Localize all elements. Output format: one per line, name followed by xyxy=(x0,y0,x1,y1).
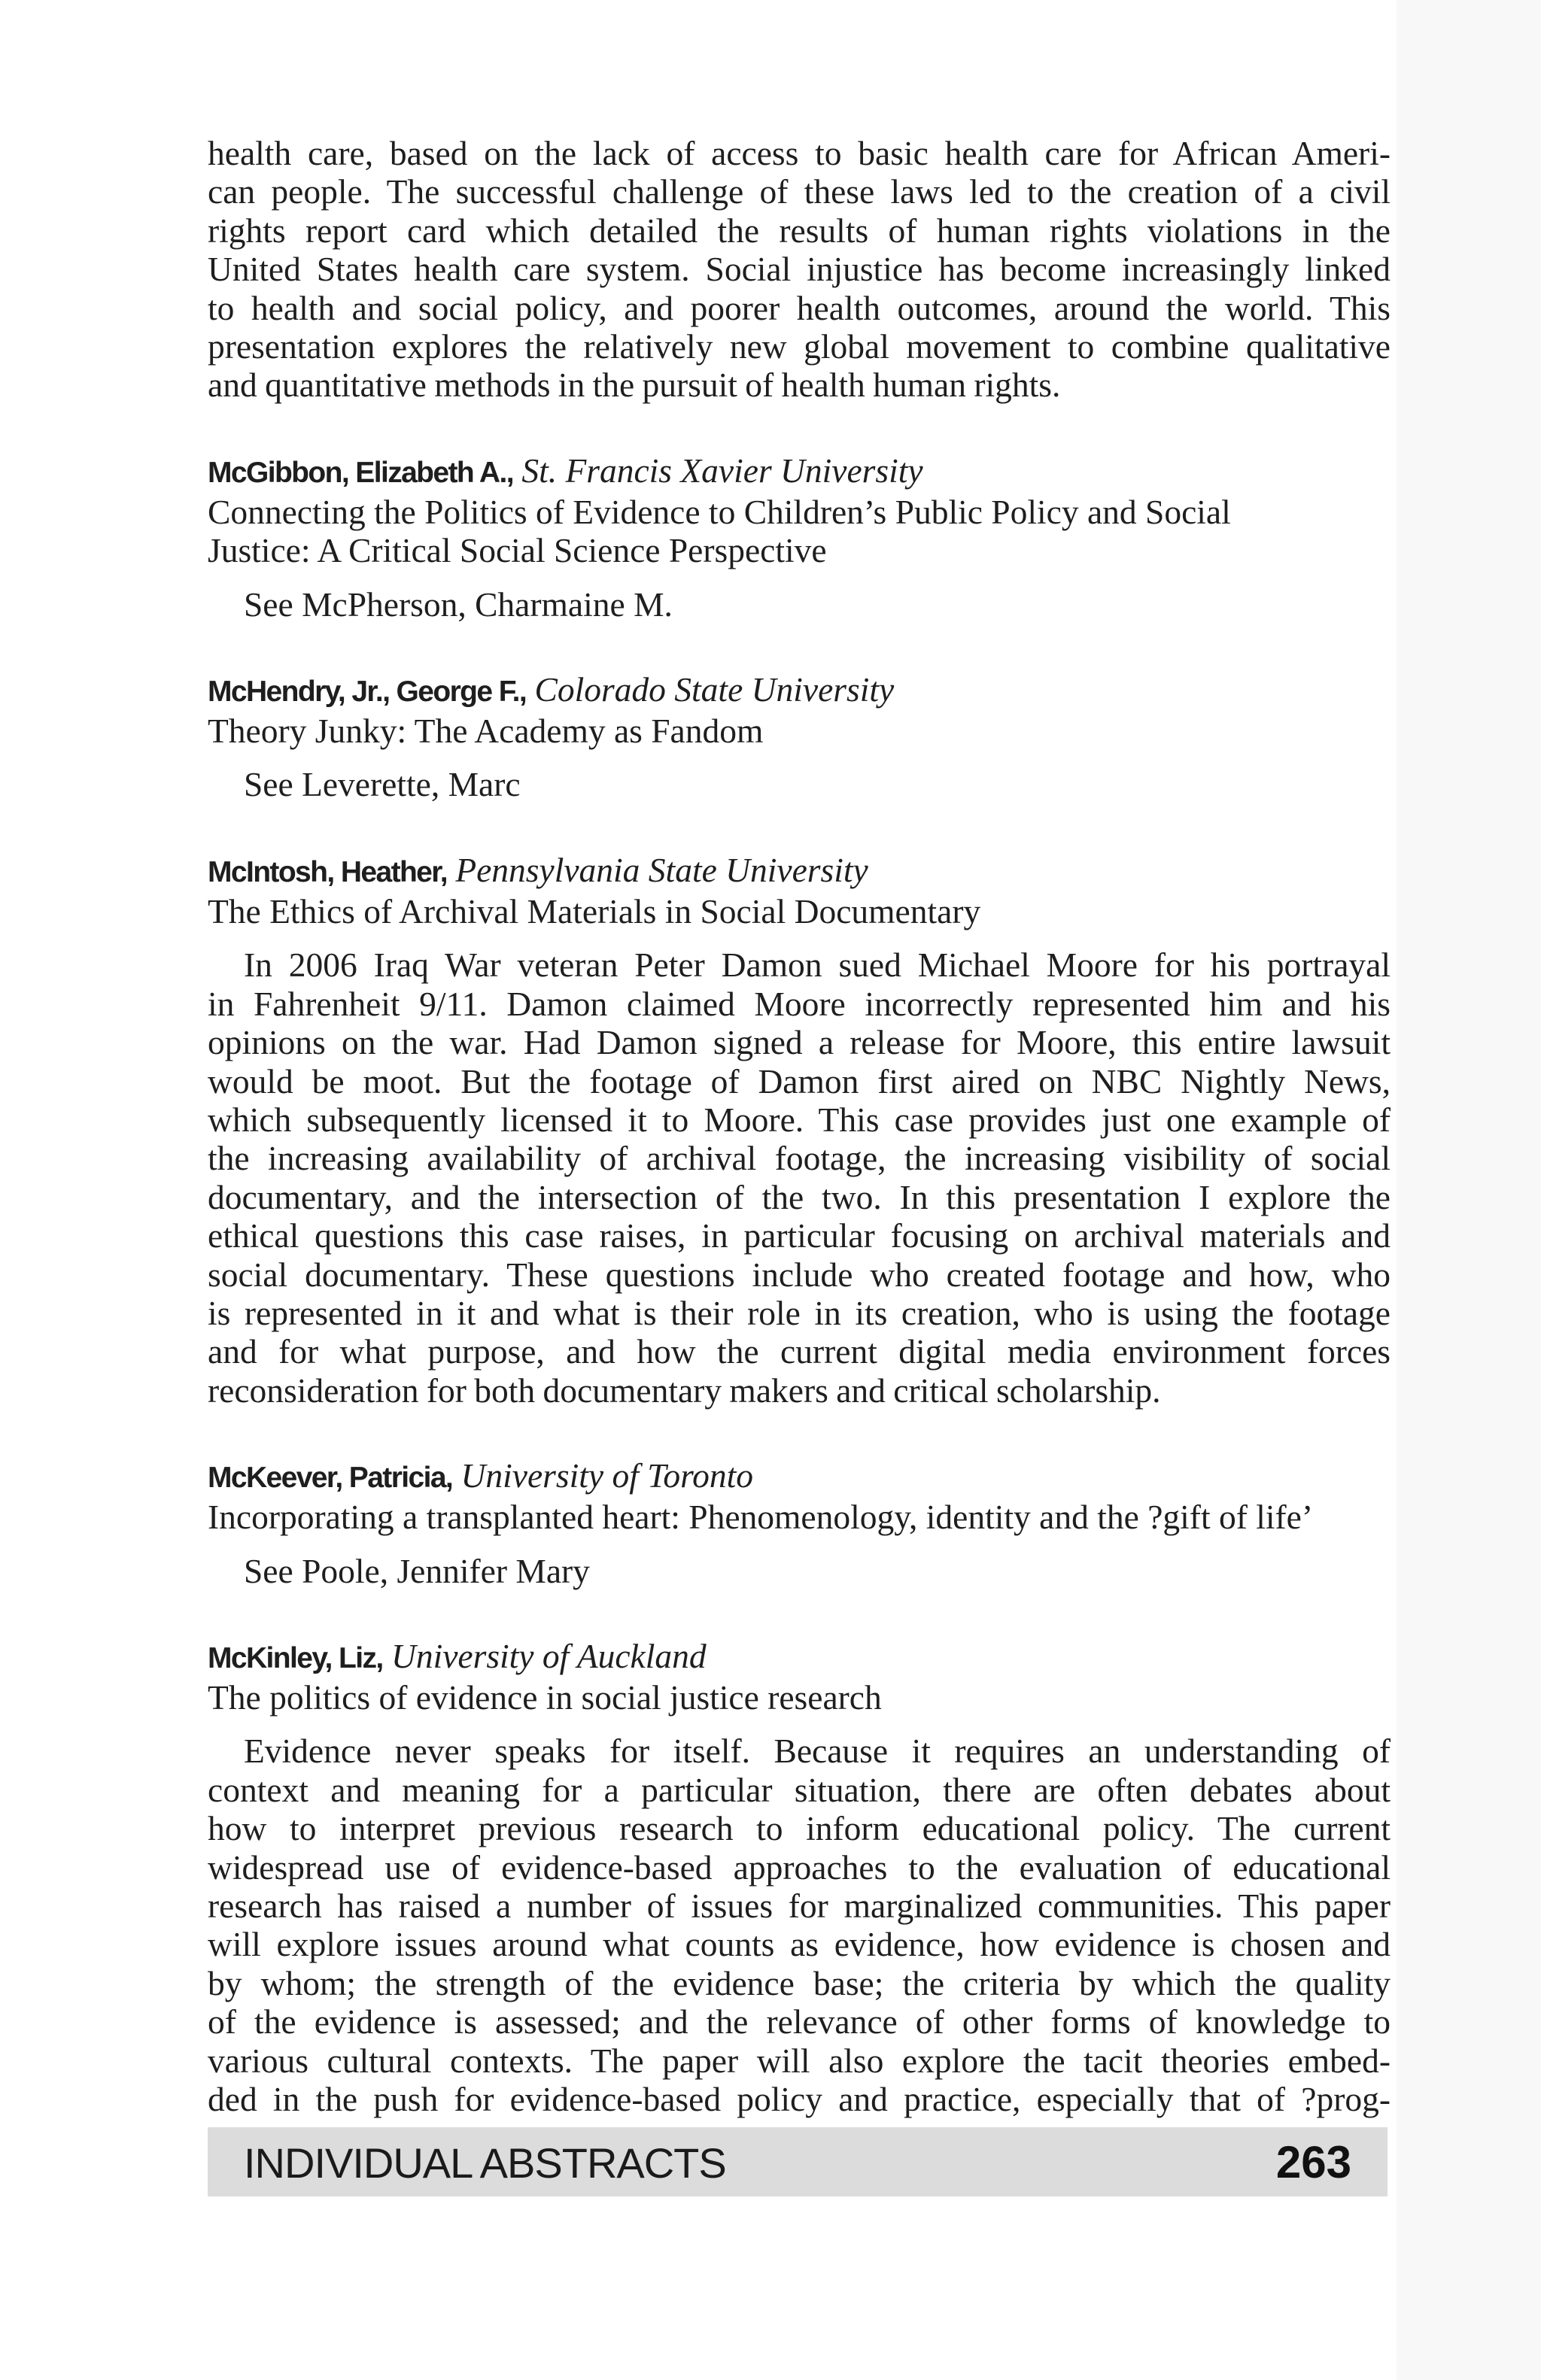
abstracts-page xyxy=(208,134,1391,2118)
text-line: which subsequently licensed it to Moore. This case provides just one example of xyxy=(208,1100,1391,1139)
text-line: in Fahrenheit 9/11. Damon claimed Moore incorrectly represented him and his xyxy=(208,984,1391,1023)
title-line: Justice: A Critical Social Science Perspective xyxy=(208,531,827,570)
text-line: various cultural contexts. The paper will also explore the tacit theories embed- xyxy=(208,2041,1391,2080)
text-line: presentation explores the relatively new global movement to combine qualitative xyxy=(208,327,1391,366)
author-name: McIntosh, Heather, xyxy=(208,855,447,888)
text-line: ded in the push for evidence-based policy and practice, especially that of ?prog- xyxy=(208,2080,1391,2119)
text-line: by whom; the strength of the evidence base; the criteria by which the quality xyxy=(208,1963,1391,2002)
title-line: Connecting the Politics of Evidence to Children’s Public Policy and Social xyxy=(208,492,1231,531)
text-line: ethical questions this case raises, in particular focusing on archival materials and xyxy=(208,1216,1391,1255)
text-line: and quantitative methods in the pursuit of health human rights. xyxy=(208,366,1061,405)
title-line: Theory Junky: The Academy as Fandom xyxy=(208,712,764,751)
entry-heading xyxy=(208,1637,1391,1678)
text-line: the increasing availability of archival footage, the increasing visibility of social xyxy=(208,1139,1391,1178)
text-line: documentary, and the intersection of the two. In this presentation I explore the xyxy=(208,1177,1391,1216)
intro-paragraph xyxy=(208,134,1391,405)
see-reference: See McPherson, Charmaine M. xyxy=(244,584,673,624)
page-number: 263 xyxy=(1275,2137,1351,2187)
text-line: can people. The successful challenge of these laws led to the creation of a civil xyxy=(208,172,1391,211)
entry-title xyxy=(208,1498,1391,1536)
entry-heading xyxy=(208,670,1391,712)
text-line: research has raised a number of issues for marginalized communities. This paper xyxy=(208,1887,1391,1925)
see-reference: See Leverette, Marc xyxy=(244,765,521,804)
author-affiliation: Colorado State University xyxy=(534,670,895,709)
section-label: INDIVIDUAL ABSTRACTS xyxy=(244,2139,726,2187)
author-affiliation: University of Toronto xyxy=(460,1456,753,1495)
see-reference: See Poole, Jennifer Mary xyxy=(244,1551,590,1590)
entry-heading xyxy=(208,1456,1391,1498)
text-line: how to interpret previous research to inform educational policy. The current xyxy=(208,1809,1391,1848)
text-line: United States health care system. Social injustice has become increasingly linked xyxy=(208,250,1391,289)
abstract-entry xyxy=(208,851,1391,1410)
text-line: is represented in it and what is their role in its creation, who is using the footage xyxy=(208,1293,1391,1332)
entry-title xyxy=(208,892,1391,930)
abstract-entry xyxy=(208,670,1391,804)
author-affiliation: Pennsylvania State University xyxy=(455,850,868,889)
text-line: context and meaning for a particular situation, there are often debates about xyxy=(208,1770,1391,1809)
text-line: will explore issues around what counts as evidence, how evidence is chosen and xyxy=(208,1925,1391,1964)
text-line: Evidence never speaks for itself. Because it requires an understanding of xyxy=(244,1732,1391,1771)
title-line: The Ethics of Archival Materials in Social Documentary xyxy=(208,891,981,930)
entry-heading xyxy=(208,451,1391,493)
text-line: social documentary. These questions include who created footage and how, who xyxy=(208,1255,1391,1294)
title-line: The politics of evidence in social justice research xyxy=(208,1677,882,1717)
abstract-entry xyxy=(208,1637,1391,2118)
entry-title xyxy=(208,493,1391,570)
abstract-body xyxy=(208,946,1391,1410)
entry-heading xyxy=(208,851,1391,892)
abstract-entry xyxy=(208,1456,1391,1590)
author-affiliation: University of Auckland xyxy=(391,1636,707,1675)
author-name: McKeever, Patricia, xyxy=(208,1462,453,1495)
author-name: McKinley, Liz, xyxy=(208,1641,383,1674)
abstract-entry xyxy=(208,451,1391,624)
text-line: and for what purpose, and how the current digital media environment forces xyxy=(208,1332,1391,1371)
title-line: Incorporating a transplanted heart: Phenomenology, identity and the ?gift of life’ xyxy=(208,1498,1314,1537)
text-line: rights report card which detailed the results of human rights violations in the xyxy=(208,211,1391,250)
entry-title xyxy=(208,712,1391,750)
entry-title xyxy=(208,1678,1391,1717)
author-name: McGibbon, Elizabeth A., xyxy=(208,456,513,489)
text-line: In 2006 Iraq War veteran Peter Damon sued Michael Moore for his portrayal xyxy=(244,946,1391,985)
text-line: to health and social policy, and poorer health outcomes, around the world. This xyxy=(208,288,1391,327)
text-line: health care, based on the lack of access to basic health care for African Ameri- xyxy=(208,134,1391,172)
author-name: McHendry, Jr., George F., xyxy=(208,675,527,709)
text-line: would be moot. But the footage of Damon first aired on NBC Nightly News, xyxy=(208,1061,1391,1100)
text-line: widespread use of evidence-based approaches to the evaluation of educational xyxy=(208,1847,1391,1887)
page-edge-shade xyxy=(1397,0,1541,2380)
abstract-body xyxy=(208,1732,1391,2118)
author-affiliation: St. Francis Xavier University xyxy=(521,451,923,490)
text-line: reconsideration for both documentary makers and critical scholarship. xyxy=(208,1371,1161,1410)
page-footer-bar xyxy=(208,2127,1388,2196)
text-line: opinions on the war. Had Damon signed a release for Moore, this entire lawsuit xyxy=(208,1023,1391,1062)
text-line: of the evidence is assessed; and the relevance of other forms of knowledge to xyxy=(208,2002,1391,2042)
